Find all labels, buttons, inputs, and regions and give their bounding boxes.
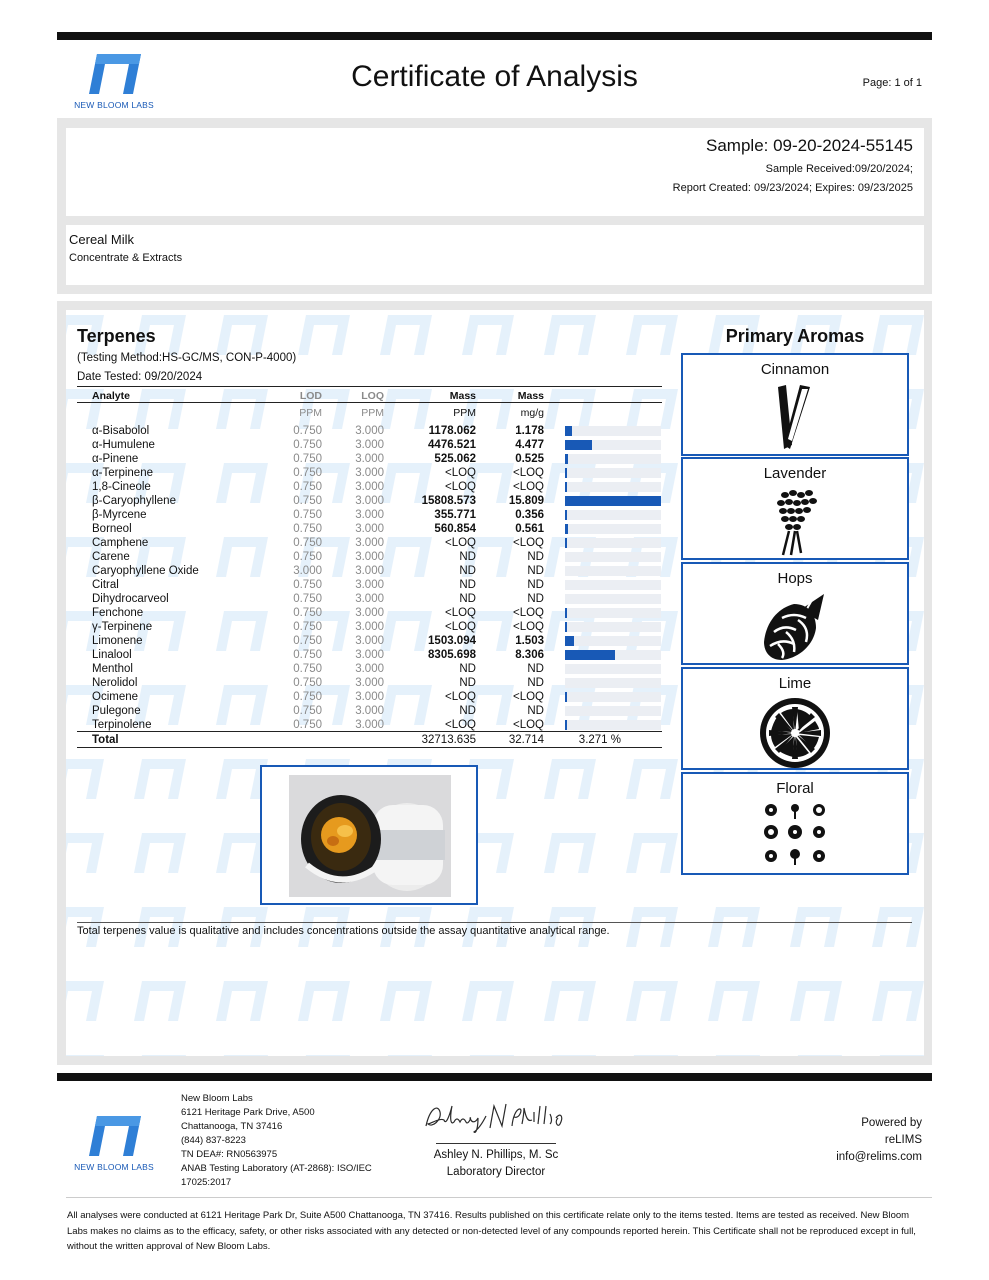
loq-value: 3.000 <box>355 621 384 633</box>
mass-ppm-value: <LOQ <box>444 481 476 493</box>
analyte-name: Ocimene <box>92 691 139 703</box>
mass-mgg-value: 8.306 <box>515 649 544 661</box>
concentration-bar-fill <box>565 454 568 464</box>
loq-value: 3.000 <box>355 481 384 493</box>
jar-illustration <box>289 775 451 897</box>
loq-value: 3.000 <box>355 523 384 535</box>
product-photo <box>289 775 451 897</box>
analyte-name: Citral <box>92 579 119 591</box>
col-loq: LOQ <box>361 390 384 402</box>
sample-block <box>673 136 913 198</box>
concentration-bar-fill <box>565 496 661 506</box>
unit-mass-mgg: mg/g <box>520 407 544 419</box>
mass-mgg-value: ND <box>527 551 544 563</box>
mass-ppm-value: 15808.573 <box>421 495 476 507</box>
address-line-1: 6121 Heritage Park Drive, A500 <box>181 1107 315 1118</box>
product-info-box <box>66 225 924 285</box>
footer-rule <box>57 1073 932 1081</box>
loq-value: 3.000 <box>355 439 384 451</box>
analyte-name: β-Caryophyllene <box>92 495 176 507</box>
address-line-2: Chattanooga, TN 37416 <box>181 1121 283 1132</box>
mass-mgg-value: ND <box>527 565 544 577</box>
mass-ppm-value: <LOQ <box>444 719 476 731</box>
product-photo-frame <box>260 765 478 905</box>
mass-ppm-value: <LOQ <box>444 467 476 479</box>
mass-ppm-value: 355.771 <box>434 509 476 521</box>
aroma-card-lime <box>681 667 909 770</box>
concentration-bar-fill <box>565 608 567 618</box>
loq-value: 3.000 <box>355 425 384 437</box>
mass-ppm-value: ND <box>459 579 476 591</box>
mass-mgg-value: ND <box>527 663 544 675</box>
analyte-name: Linalool <box>92 649 132 661</box>
concentration-bar <box>565 636 661 646</box>
total-label: Total <box>92 734 119 746</box>
concentration-bar <box>565 664 661 674</box>
analyte-name: α-Terpinene <box>92 467 153 479</box>
footer-logo <box>66 1112 162 1172</box>
concentration-bar <box>565 608 661 618</box>
mass-ppm-value: <LOQ <box>444 607 476 619</box>
powered-line-2: reLIMS <box>884 1134 922 1146</box>
lab-phone: (844) 837-8223 <box>181 1135 246 1146</box>
lime-icon <box>759 697 831 769</box>
mass-mgg-value: 4.477 <box>515 439 544 451</box>
col-analyte: Analyte <box>92 390 130 402</box>
sample-received: Sample Received:09/20/2024; <box>765 163 913 175</box>
lod-value: 0.750 <box>293 705 322 717</box>
footnote: Total terpenes value is qualitative and includes concentrations outside the assay quantitative analytical range. <box>77 925 610 937</box>
concentration-bar-fill <box>565 482 567 492</box>
loq-value: 3.000 <box>355 677 384 689</box>
logo-text: NEW BLOOM LABS <box>74 100 154 110</box>
lod-value: 0.750 <box>293 453 322 465</box>
concentration-bar <box>565 440 661 450</box>
mass-ppm-value: 560.854 <box>434 523 476 535</box>
loq-value: 3.000 <box>355 635 384 647</box>
lod-value: 0.750 <box>293 607 322 619</box>
col-lod: LOD <box>299 390 322 402</box>
footnote-rule <box>77 922 912 923</box>
analyte-name: β-Myrcene <box>92 509 147 521</box>
primary-aromas-title: Primary Aromas <box>725 326 865 346</box>
analyte-name: Borneol <box>92 523 132 535</box>
page-number: Page: 1 of 1 <box>862 77 922 89</box>
analyte-name: Fenchone <box>92 607 144 619</box>
loq-value: 3.000 <box>355 607 384 619</box>
concentration-bar <box>565 552 661 562</box>
logo-mark-icon <box>83 1112 145 1160</box>
mass-mgg-value: ND <box>527 593 544 605</box>
unit-loq: PPM <box>361 407 384 419</box>
aroma-label: Lime <box>778 675 812 692</box>
concentration-bar <box>565 622 661 632</box>
mass-ppm-value: <LOQ <box>444 537 476 549</box>
mass-mgg-value: <LOQ <box>512 621 544 633</box>
analyte-name: Pulegone <box>92 705 141 717</box>
mass-mgg-value: <LOQ <box>512 691 544 703</box>
lod-value: 0.750 <box>293 537 322 549</box>
mass-ppm-value: <LOQ <box>444 621 476 633</box>
aroma-card-lavender <box>681 457 909 560</box>
mass-mgg-value: ND <box>527 677 544 689</box>
loq-value: 3.000 <box>355 579 384 591</box>
concentration-bar <box>565 454 661 464</box>
report-dates: Report Created: 09/23/2024; Expires: 09/23/2025 <box>672 182 913 194</box>
concentration-bar-fill <box>565 510 567 520</box>
mass-ppm-value: 4476.521 <box>428 439 476 451</box>
concentration-bar <box>565 720 661 730</box>
lod-value: 0.750 <box>293 635 322 647</box>
analyte-name: γ-Terpinene <box>92 621 153 633</box>
mass-ppm-value: 525.062 <box>434 453 476 465</box>
concentration-bar <box>565 524 661 534</box>
lod-value: 0.750 <box>293 691 322 703</box>
aroma-label: Cinnamon <box>760 361 830 378</box>
mass-mgg-value: <LOQ <box>512 537 544 549</box>
mass-ppm-value: ND <box>459 663 476 675</box>
lod-value: 0.750 <box>293 593 322 605</box>
concentration-bar-fill <box>565 538 567 548</box>
loq-value: 3.000 <box>355 551 384 563</box>
logo-text: NEW BLOOM LABS <box>74 1162 154 1172</box>
concentration-bar <box>565 510 661 520</box>
lab-name: New Bloom Labs <box>181 1093 253 1104</box>
total-mgg: 32.714 <box>508 734 544 746</box>
concentration-bar <box>565 468 661 478</box>
aroma-label: Floral <box>776 780 814 797</box>
mass-ppm-value: ND <box>459 551 476 563</box>
mass-mgg-value: <LOQ <box>512 481 544 493</box>
loq-value: 3.000 <box>355 705 384 717</box>
aroma-card-hops <box>681 562 909 665</box>
concentration-bar <box>565 496 661 506</box>
total-percent: 3.271 % <box>578 734 621 746</box>
loq-value: 3.000 <box>355 537 384 549</box>
mass-ppm-value: ND <box>459 677 476 689</box>
concentration-bar <box>565 678 661 688</box>
disclaimer: All analyses were conducted at 6121 Heritage Park Dr, Suite A500 Chattanooga, TN 37416. Results published on this certificate relate only to the items tested. Items are tested as received. New Bloom Labs makes no claims as to the efficacy, safety, or other risks associated with any detected or non-detected level of any compounds reported herein. This Certificate shall not be reproduced except in full, without the written approval of New Bloom Labs. <box>67 1210 916 1252</box>
lod-value: 3.000 <box>293 565 322 577</box>
mass-mgg-value: <LOQ <box>512 467 544 479</box>
unit-mass-ppm: PPM <box>453 407 476 419</box>
mass-mgg-value: ND <box>527 705 544 717</box>
concentration-bar-fill <box>565 692 567 702</box>
mass-mgg-value: <LOQ <box>512 719 544 731</box>
unit-lod: PPM <box>299 407 322 419</box>
page-title: Certificate of Analysis <box>351 60 638 93</box>
lod-value: 0.750 <box>293 495 322 507</box>
lod-value: 0.750 <box>293 523 322 535</box>
analyte-name: Terpinolene <box>92 719 152 731</box>
analyte-name: 1,8-Cineole <box>92 481 151 493</box>
analyte-name: Nerolidol <box>92 677 138 689</box>
col-mass-mgg: Mass <box>517 390 544 402</box>
concentration-bar <box>565 692 661 702</box>
testing-method: (Testing Method:HS-GC/MS, CON-P-4000) <box>77 352 297 364</box>
concentration-bar <box>565 566 661 576</box>
concentration-bar-fill <box>565 524 568 534</box>
signature-line <box>436 1143 556 1144</box>
hops-icon <box>760 592 830 662</box>
loq-value: 3.000 <box>355 691 384 703</box>
loq-value: 3.000 <box>355 663 384 675</box>
lod-value: 0.750 <box>293 677 322 689</box>
mass-mgg-value: 0.525 <box>515 453 544 465</box>
concentration-bar-fill <box>565 636 574 646</box>
loq-value: 3.000 <box>355 453 384 465</box>
lod-value: 0.750 <box>293 719 322 731</box>
iso-line: 17025:2017 <box>181 1177 232 1188</box>
terpenes-title: Terpenes <box>77 326 156 346</box>
lab-address <box>181 1092 372 1190</box>
col-mass-ppm: Mass <box>449 390 476 402</box>
concentration-bar <box>565 706 661 716</box>
header-rule <box>77 402 662 403</box>
loq-value: 3.000 <box>355 593 384 605</box>
product-category: Concentrate & Extracts <box>69 252 183 264</box>
lod-value: 0.750 <box>293 649 322 661</box>
aroma-card-floral <box>681 772 909 875</box>
total-ppm: 32713.635 <box>421 734 476 746</box>
mass-ppm-value: ND <box>459 565 476 577</box>
date-tested: Date Tested: 09/20/2024 <box>77 371 203 383</box>
table-top-rule <box>77 386 662 387</box>
powered-line-1: Powered by <box>861 1117 922 1129</box>
loq-value: 3.000 <box>355 495 384 507</box>
product-name: Cereal Milk <box>69 232 135 247</box>
concentration-bar-fill <box>565 426 572 436</box>
lod-value: 0.750 <box>293 481 322 493</box>
analyte-name: Camphene <box>92 537 149 549</box>
cinnamon-icon <box>770 383 820 453</box>
anab-line: ANAB Testing Laboratory (AT-2868): ISO/IEC <box>181 1163 372 1174</box>
lod-value: 0.750 <box>293 663 322 675</box>
lod-value: 0.750 <box>293 425 322 437</box>
aroma-label: Lavender <box>763 465 827 482</box>
analyte-name: Caryophyllene Oxide <box>92 565 199 577</box>
analyte-name: α-Bisabolol <box>92 425 150 437</box>
lod-value: 0.750 <box>293 439 322 451</box>
concentration-bar-fill <box>565 622 567 632</box>
concentration-bar-fill <box>565 720 567 730</box>
signer-title: Laboratory Director <box>446 1166 546 1178</box>
mass-ppm-value: 1503.094 <box>428 635 476 647</box>
signer-name: Ashley N. Phillips, M. Sc <box>433 1149 559 1161</box>
concentration-bar <box>565 482 661 492</box>
mass-ppm-value: ND <box>459 593 476 605</box>
concentration-bar-fill <box>565 440 592 450</box>
concentration-bar <box>565 580 661 590</box>
concentration-bar-fill <box>565 650 615 660</box>
total-top-rule <box>77 731 662 732</box>
signature-image <box>420 1098 572 1138</box>
loq-value: 3.000 <box>355 509 384 521</box>
mass-ppm-value: <LOQ <box>444 691 476 703</box>
powered-by <box>836 1115 922 1166</box>
sample-id: Sample: 09-20-2024-55145 <box>706 136 913 155</box>
lod-value: 0.750 <box>293 579 322 591</box>
concentration-bar <box>565 538 661 548</box>
lod-value: 0.750 <box>293 621 322 633</box>
mass-mgg-value: 0.561 <box>515 523 544 535</box>
lod-value: 0.750 <box>293 509 322 521</box>
analyte-name: α-Humulene <box>92 439 155 451</box>
lod-value: 0.750 <box>293 551 322 563</box>
analyte-name: Menthol <box>92 663 133 675</box>
concentration-bar <box>565 426 661 436</box>
analyte-name: Dihydrocarveol <box>92 593 169 605</box>
concentration-bar <box>565 650 661 660</box>
mass-ppm-value: ND <box>459 705 476 717</box>
aroma-card-cinnamon <box>681 353 909 456</box>
total-bottom-rule <box>77 747 662 748</box>
powered-email[interactable]: info@relims.com <box>836 1151 922 1163</box>
concentration-bar <box>565 594 661 604</box>
mass-mgg-value: 1.178 <box>515 425 544 437</box>
analyte-name: Carene <box>92 551 130 563</box>
mass-mgg-value: 1.503 <box>515 635 544 647</box>
aroma-label: Hops <box>777 570 813 587</box>
lod-value: 0.750 <box>293 467 322 479</box>
mass-mgg-value: ND <box>527 579 544 591</box>
mass-mgg-value: <LOQ <box>512 607 544 619</box>
dea-number: TN DEA#: RN0563975 <box>181 1149 278 1160</box>
floral-icon <box>763 802 827 866</box>
analyte-name: Limonene <box>92 635 143 647</box>
disclaimer-rule <box>66 1197 932 1198</box>
loq-value: 3.000 <box>355 565 384 577</box>
lavender-icon <box>767 487 823 557</box>
loq-value: 3.000 <box>355 719 384 731</box>
analyte-name: α-Pinene <box>92 453 139 465</box>
top-rule <box>57 32 932 40</box>
mass-mgg-value: 0.356 <box>515 509 544 521</box>
concentration-bar-fill <box>565 468 567 478</box>
loq-value: 3.000 <box>355 467 384 479</box>
mass-ppm-value: 8305.698 <box>428 649 476 661</box>
signature-block <box>420 1098 572 1181</box>
mass-ppm-value: 1178.062 <box>428 425 476 437</box>
mass-mgg-value: 15.809 <box>508 495 544 507</box>
loq-value: 3.000 <box>355 649 384 661</box>
